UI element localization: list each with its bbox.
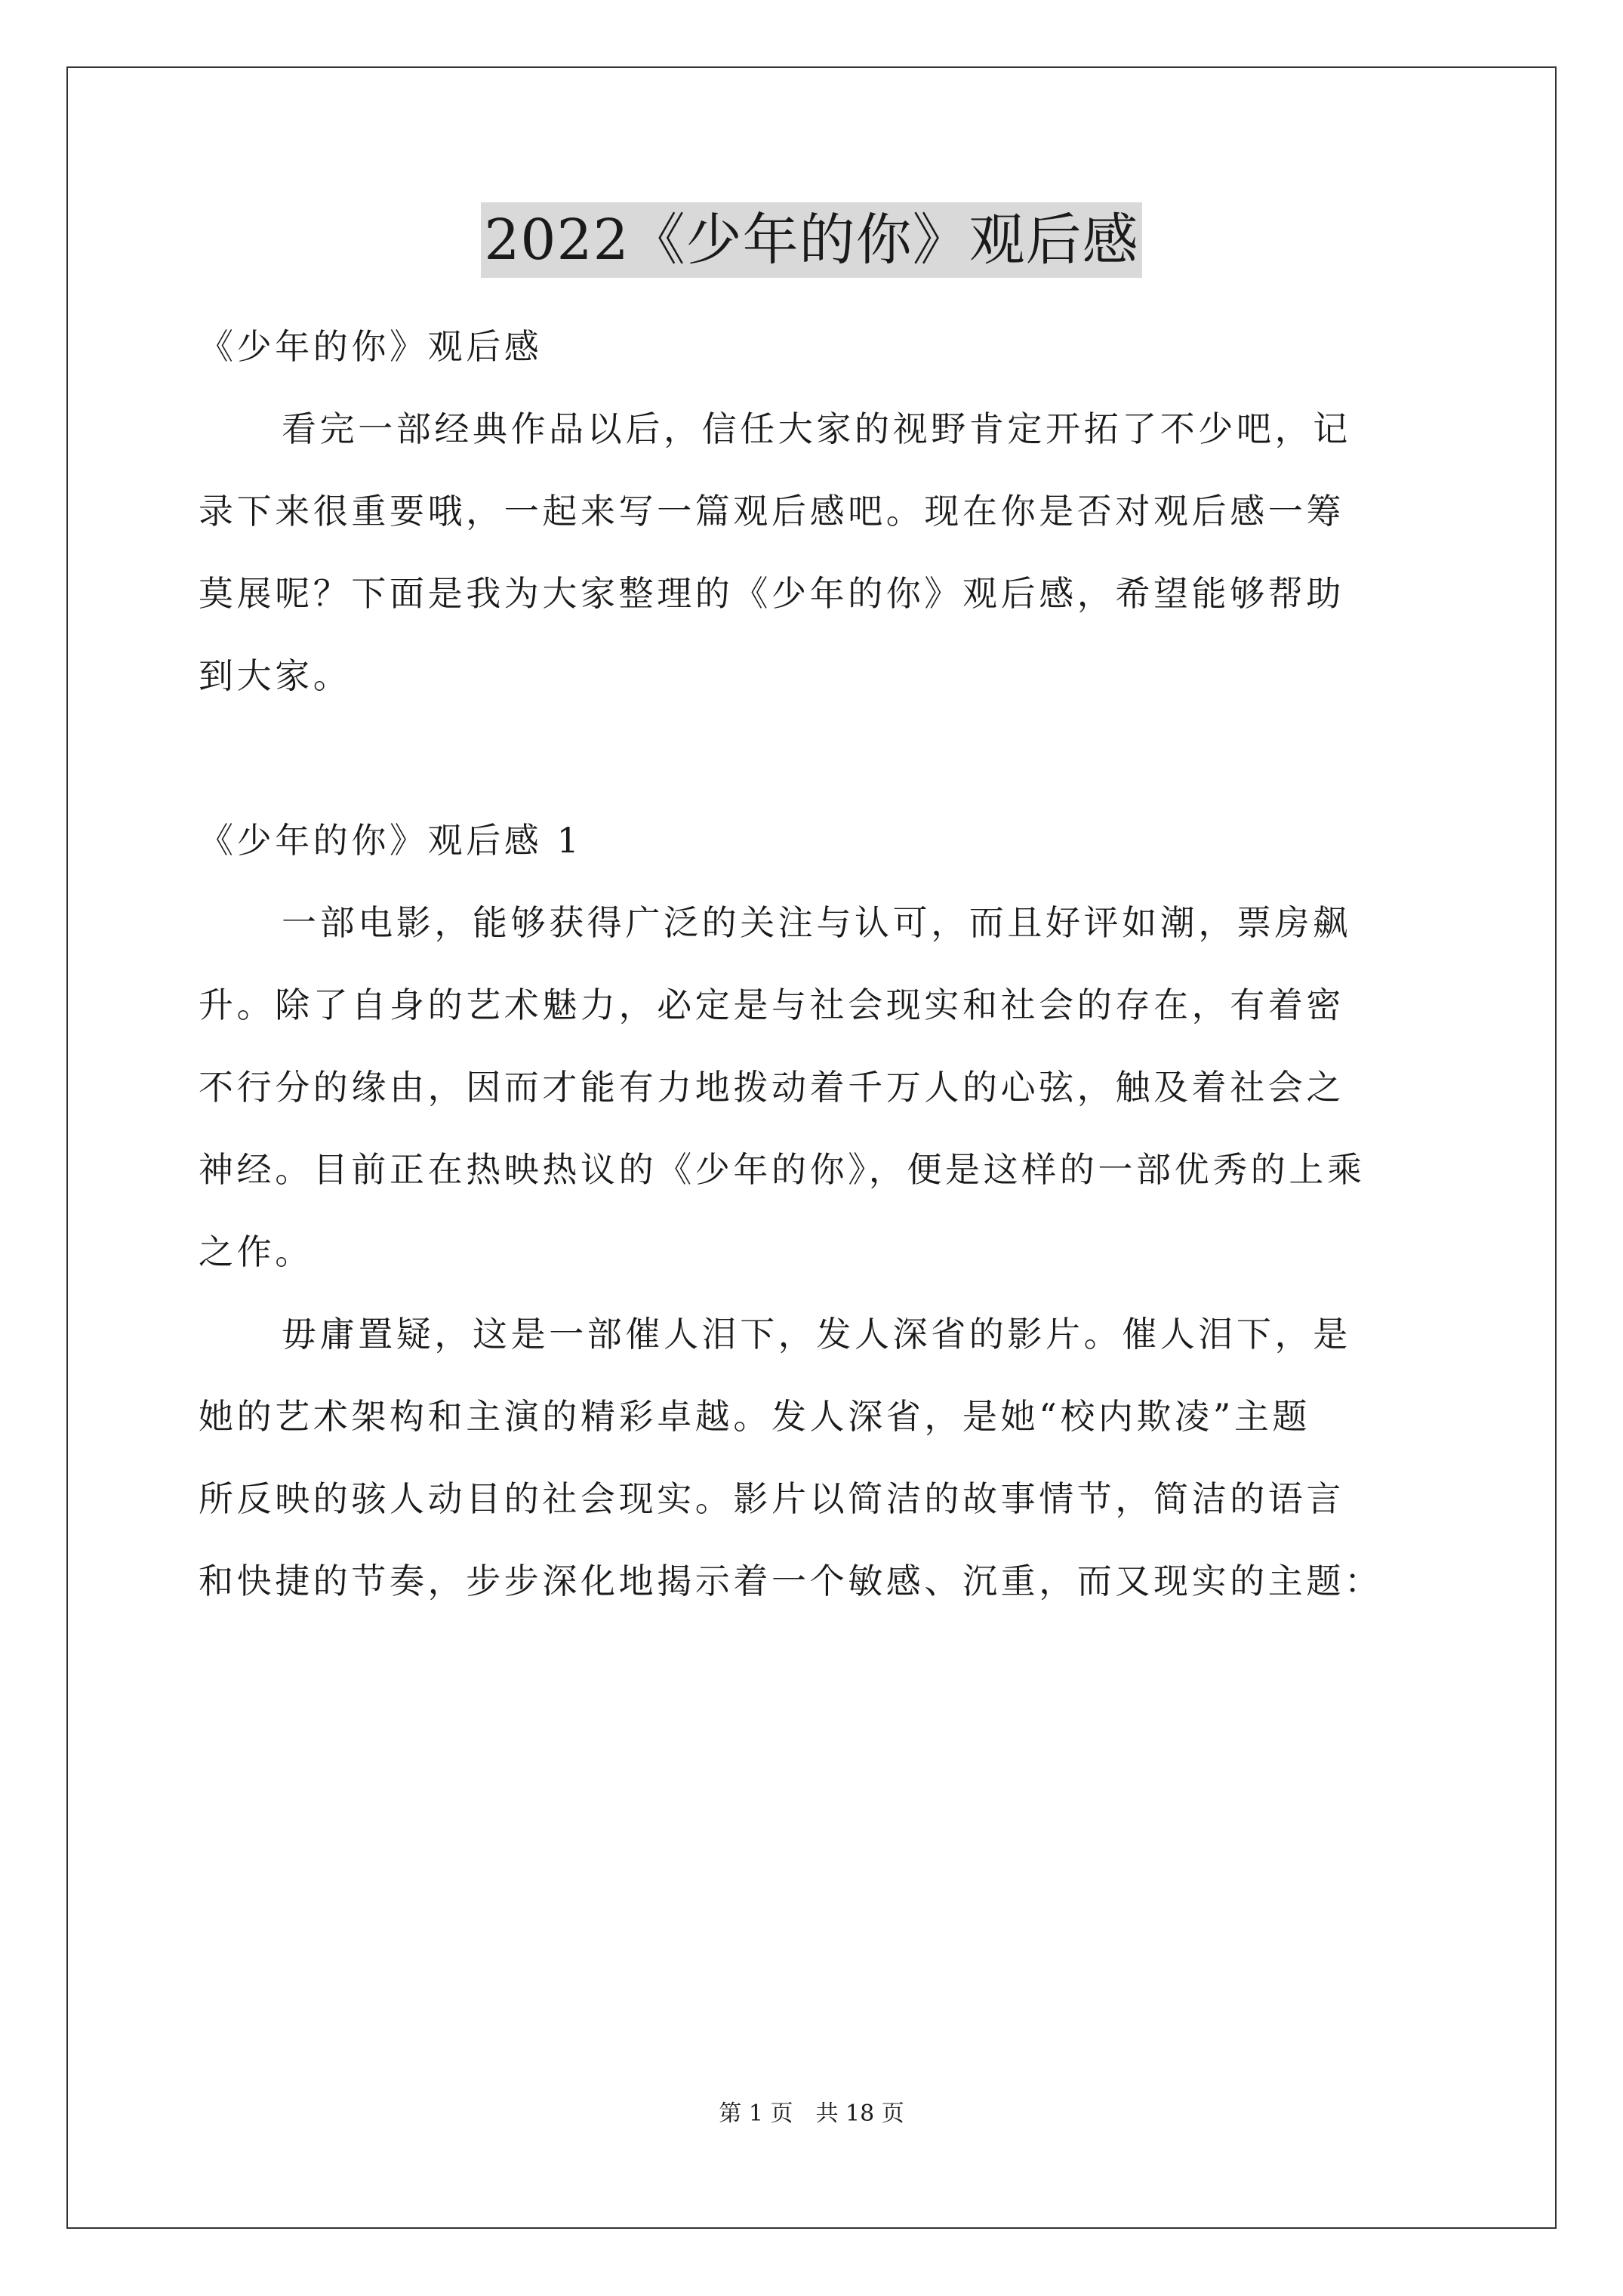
paragraph-1-line: 一部电影，能够获得广泛的关注与认可，而且好评如潮，票房飙 bbox=[282, 902, 1351, 943]
intro-paragraph-line: 录下来很重要哦，一起来写一篇观后感吧。现在你是否对观后感一筹 bbox=[199, 491, 1344, 532]
paragraph-2-line: 和快捷的节奏，步步深化地揭示着一个敏感、沉重，而又现实的主题： bbox=[199, 1561, 1383, 1601]
page-number-footer: 第 1 页 共 18 页 bbox=[719, 2100, 904, 2127]
intro-paragraph-line: 到大家。 bbox=[199, 655, 352, 696]
document-body bbox=[199, 306, 1437, 1623]
section-heading-1: 《少年的你》观后感 1 bbox=[199, 820, 583, 861]
spacer bbox=[199, 717, 1437, 800]
intro-paragraph-line: 莫展呢？下面是我为大家整理的《少年的你》观后感，希望能够帮助 bbox=[199, 573, 1344, 614]
paragraph-1-line: 神经。目前正在热映热议的《少年的你》，便是这样的一部优秀的上乘 bbox=[199, 1149, 1366, 1190]
paragraph-1-line: 升。除了自身的艺术魅力，必定是与社会现实和社会的存在，有着密 bbox=[199, 985, 1344, 1025]
title-container bbox=[0, 202, 1623, 278]
document-title: 2022《少年的你》观后感 bbox=[481, 202, 1141, 278]
paragraph-2-line: 所反映的骇人动目的社会现实。影片以简洁的故事情节，简洁的语言 bbox=[199, 1478, 1344, 1519]
paragraph-2-line: 她的艺术架构和主演的精彩卓越。发人深省，是她“校内欺凌”主题 bbox=[199, 1396, 1311, 1437]
paragraph-1-line: 不行分的缘由，因而才能有力地拨动着千万人的心弦，触及着社会之 bbox=[199, 1067, 1344, 1108]
paragraph-2-line: 毋庸置疑，这是一部催人泪下，发人深省的影片。催人泪下，是 bbox=[282, 1314, 1351, 1354]
paragraph-1-line: 之作。 bbox=[199, 1231, 313, 1272]
intro-heading: 《少年的你》观后感 bbox=[199, 326, 543, 367]
intro-paragraph-line: 看完一部经典作品以后，信任大家的视野肯定开拓了不少吧，记 bbox=[282, 408, 1351, 449]
